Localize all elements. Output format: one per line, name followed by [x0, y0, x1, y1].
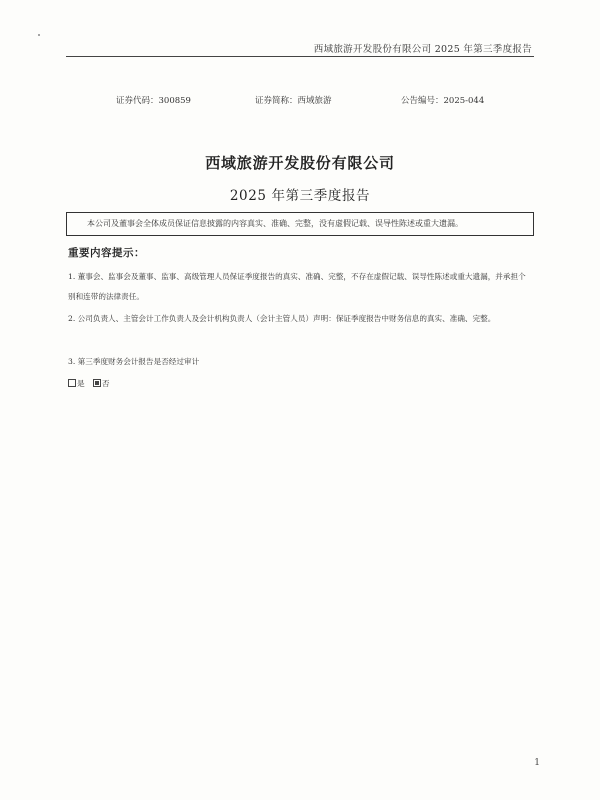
- tip-item-3: 3. 第三季度财务会计报告是否经过审计: [68, 357, 200, 366]
- tip-item-1: 1. 董事会、监事会及董事、监事、高级管理人员保证季度报告的真实、准确、完整，不存在虚假记载、误导性陈述或重大遗漏，并承担个别和连带的法律责任。: [68, 272, 526, 301]
- report-title: 2025 年第三季度报告: [229, 188, 371, 204]
- announcement-number: 公告编号：2025-044: [401, 96, 485, 106]
- disclaimer-box: 本公司及董事会全体成员保证信息披露的内容真实、准确、完整，没有虚假记载、误导性陈述或重大遗漏。: [66, 212, 534, 236]
- audit-options: [68, 374, 530, 394]
- option-yes-label: 是: [77, 379, 85, 388]
- stock-short-name: 证券简称：西域旅游: [255, 96, 332, 106]
- page-number: 1: [534, 758, 540, 768]
- checkbox-checked-icon: [93, 379, 101, 387]
- tip-item-2: 2. 公司负责人、主管会计工作负责人及会计机构负责人（会计主管人员）声明：保证季度报告中财务信息的真实、准确、完整。: [68, 314, 496, 323]
- stock-code: 证券代码：300859: [116, 96, 191, 106]
- header-rule: [66, 56, 534, 57]
- scan-speck: [38, 34, 40, 36]
- running-header: 西域旅游开发股份有限公司 2025 年第三季度报告: [313, 44, 532, 55]
- tips-heading: 重要内容提示：: [68, 247, 145, 259]
- option-yes[interactable]: [68, 379, 87, 388]
- option-no[interactable]: [93, 379, 110, 388]
- checkbox-empty-icon: [68, 379, 76, 387]
- company-title: 西域旅游开发股份有限公司: [205, 154, 395, 172]
- option-no-label: 否: [102, 379, 110, 388]
